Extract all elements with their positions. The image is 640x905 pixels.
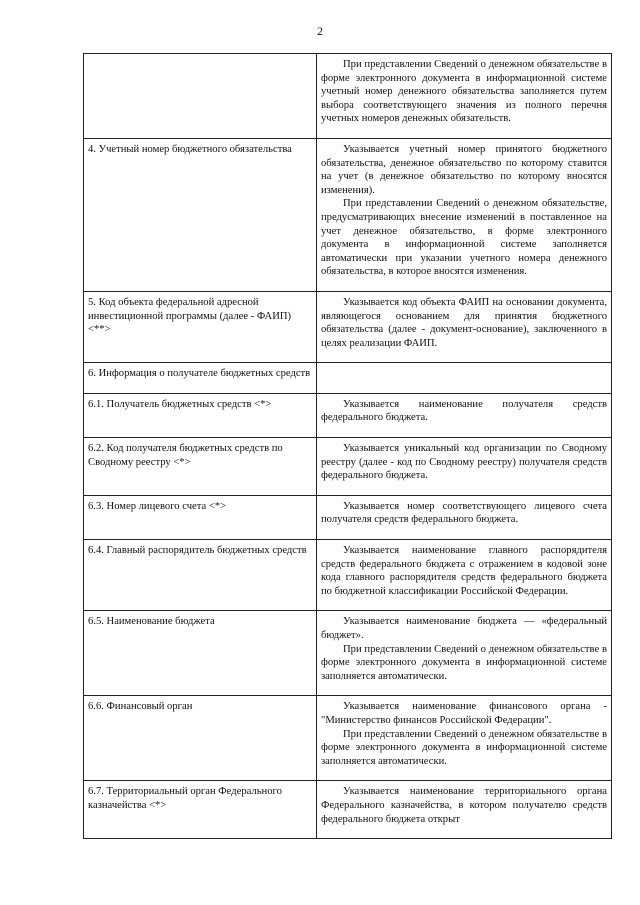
instructions-table (83, 53, 612, 839)
description-paragraph: При представлении Сведений о денежном обязательстве, предусматривающих внесение изменений в поставленное на учет денежное обязательство, в форме электронного документа в информационной системе заполняется автоматически при указании учетного номера денежного обязательства, в которое вносятся изменения. (321, 198, 607, 278)
description-paragraph: Указывается наименование главного распорядителя средств федерального бюджета с отражением в кодовой зоне кода главного распорядителя средств федерального бюджета по бюджетной классификации Российской Федерации. (321, 545, 607, 597)
table-row (84, 611, 612, 696)
field-description-cell (317, 781, 612, 839)
table-row (84, 291, 612, 362)
field-name-cell: 5. Код объекта федеральной адресной инвестиционной программы (далее - ФАИП) <**> (84, 291, 317, 362)
description-paragraph: Указывается наименование финансового органа - "Министерство финансов Российской Федерации". (321, 701, 607, 726)
description-paragraph: Указывается уникальный код организации по Сводному реестру (далее - код по Сводному реестру) получателя средств федерального бюджета. (321, 443, 607, 482)
field-description-cell (317, 438, 612, 496)
table-row (84, 540, 612, 611)
table-row (84, 54, 612, 139)
table-body (84, 54, 612, 839)
field-name-cell: 4. Учетный номер бюджетного обязательства (84, 138, 317, 291)
field-name-cell: 6.1. Получатель бюджетных средств <*> (84, 393, 317, 437)
description-paragraph: При представлении Сведений о денежном обязательстве в форме электронного документа в информационной системе учетный номер денежного обязательства заполняется путем выбора соответствующего значения из полного перечня учетных номеров денежных обязательств. (321, 59, 607, 125)
table-row (84, 138, 612, 291)
field-description-cell (317, 495, 612, 539)
field-name-cell: 6.2. Код получателя бюджетных средств по Сводному реестру <*> (84, 438, 317, 496)
field-description-cell (317, 363, 612, 394)
field-name-cell: 6.7. Территориальный орган Федерального казначейства <*> (84, 781, 317, 839)
page-number: 2 (317, 24, 323, 38)
field-name-cell: 6.5. Наименование бюджета (84, 611, 317, 696)
field-description-cell (317, 138, 612, 291)
field-description-cell (317, 696, 612, 781)
description-paragraph: Указывается учетный номер принятого бюджетного обязательства, денежное обязательство по которому ставится на учет (в денежное обязательство по которому вносятся изменения). (321, 143, 607, 196)
field-description-cell (317, 540, 612, 611)
description-paragraph: Указывается номер соответствующего лицевого счета получателя средств федерального бюджета. (321, 500, 607, 526)
description-paragraph: Указывается наименование получателя средств федерального бюджета. (321, 398, 607, 424)
field-name-cell (84, 54, 317, 139)
field-description-cell (317, 611, 612, 696)
field-name-cell: 6.6. Финансовый орган (84, 696, 317, 781)
table-row (84, 393, 612, 437)
table-row (84, 438, 612, 496)
field-name-cell: 6.4. Главный распорядитель бюджетных средств (84, 540, 317, 611)
table-row (84, 781, 612, 839)
description-paragraph: Указывается наименование территориального органа Федерального казначейства, в котором получателю средств федерального бюджета открыт (321, 786, 607, 825)
field-description-cell (317, 291, 612, 362)
description-paragraph: Указывается код объекта ФАИП на основании документа, являющегося основанием для принятия бюджетного обязательства (далее - документ-основание), заключенного в целях реализации ФАИП. (321, 296, 607, 349)
field-description-cell (317, 54, 612, 139)
description-paragraph: При представлении Сведений о денежном обязательстве в форме электронного документа в информационной системе заполняется автоматически. (321, 643, 607, 682)
field-name-cell: 6.3. Номер лицевого счета <*> (84, 495, 317, 539)
table-row (84, 696, 612, 781)
description-paragraph: Указывается наименование бюджета — «федеральный бюджет». (321, 616, 607, 641)
description-paragraph: При представлении Сведений о денежном обязательстве в форме электронного документа в информационной системе заполняется автоматически. (321, 728, 607, 767)
table-row (84, 363, 612, 394)
table-row (84, 495, 612, 539)
field-description-cell (317, 393, 612, 437)
field-name-cell: 6. Информация о получателе бюджетных средств (84, 363, 317, 394)
